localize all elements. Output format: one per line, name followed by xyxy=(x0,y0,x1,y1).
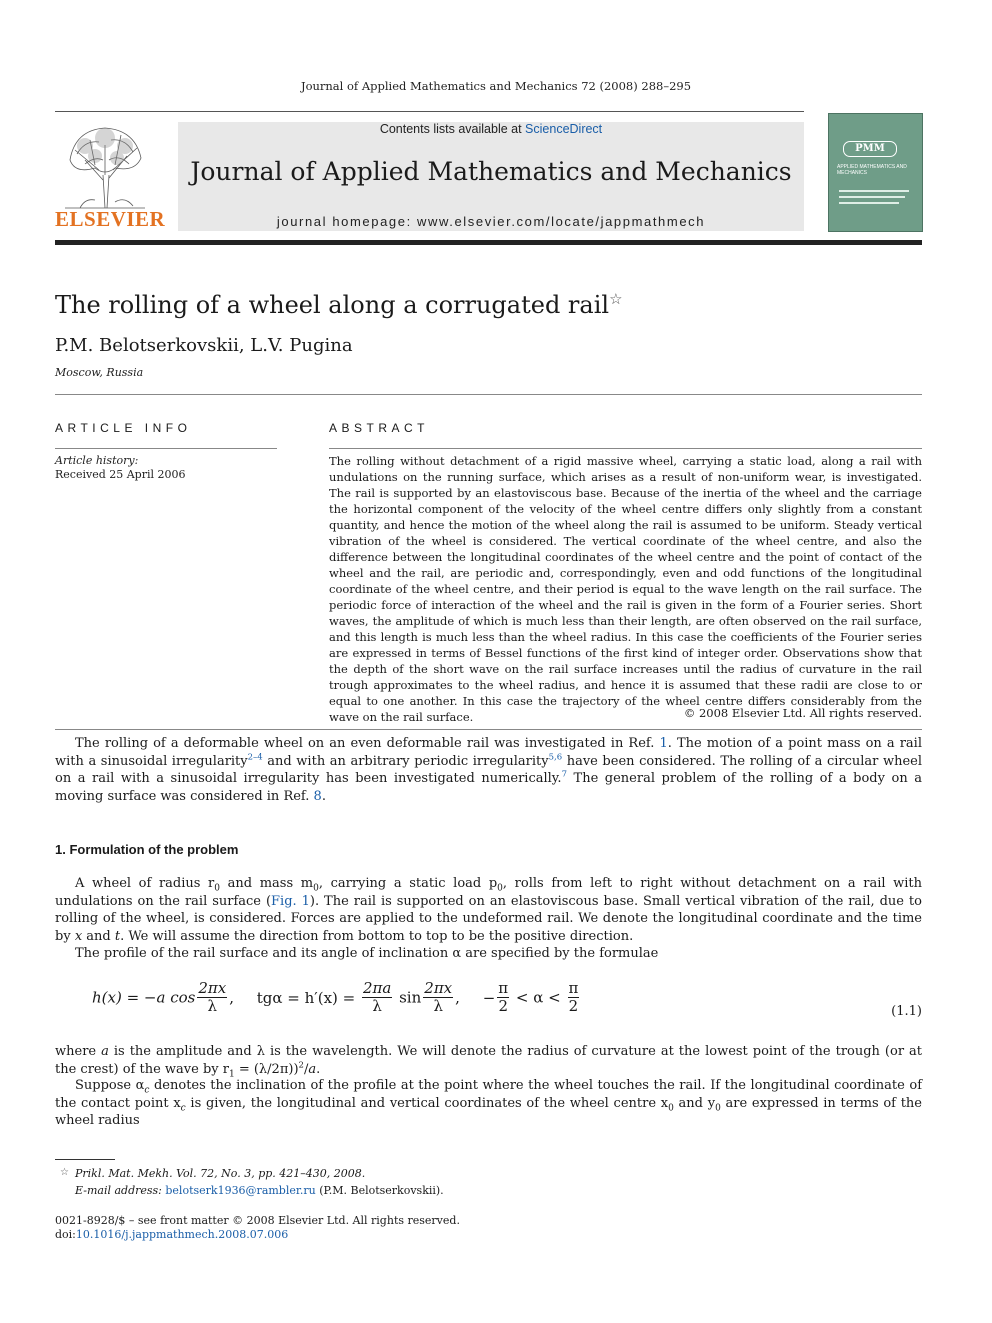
elsevier-wordmark: ELSEVIER xyxy=(55,207,166,231)
ref-link[interactable]: 2–4 xyxy=(247,752,263,763)
ref-link[interactable]: 7 xyxy=(561,769,567,780)
journal-banner xyxy=(178,122,804,231)
journal-homepage[interactable]: journal homepage: www.elsevier.com/locate/jappmathmech xyxy=(276,214,706,229)
cover-line xyxy=(839,190,909,192)
doi-link[interactable]: 10.1016/j.jappmathmech.2008.07.006 xyxy=(75,1228,289,1241)
journal-citation: Journal of Applied Mathematics and Mechanics 72 (2008) 288–295 xyxy=(300,79,692,93)
abstract-heading: ABSTRACT xyxy=(329,421,430,435)
footnote-rule xyxy=(55,1159,115,1160)
section1-paragraph-3: where a is the amplitude and λ is the wavelength. We will denote the radius of curvature at the lowest point of the trough (or at the crest) of the wave by $r_1 = (\lambda/2\pi))^2/a$. xyxy=(55,1044,923,1080)
footnote-email: E-mail address: belotserk1936@rambler.ru (P.M. Belotserkovskii). xyxy=(75,1184,444,1197)
footnote-citation: Prikl. Mat. Mekh. Vol. 72, No. 3, pp. 421–430, 2008. xyxy=(75,1167,366,1180)
front-matter: 0021-8928/$ – see front matter © 2008 Elsevier Ltd. All rights reserved. xyxy=(55,1214,460,1227)
ref-link[interactable]: 8 xyxy=(313,788,322,804)
abstract-rule xyxy=(329,448,922,449)
section1-paragraph-4: Suppose $\alpha_c$ denotes the inclination of the profile at the point where the wheel touches the rail. If the longitudinal coordinate of the contact point $x_c$ is given, the longitudinal and vertical coordinates of the wheel centre $x_0$ and $y_0$ are expressed in terms of the wheel radius xyxy=(55,1078,922,1128)
article-info-rule xyxy=(55,448,277,449)
sciencedirect-link[interactable]: ScienceDirect xyxy=(525,122,603,136)
cover-title: APPLIED MATHEMATICS AND MECHANICS xyxy=(837,164,907,176)
journal-cover-thumbnail[interactable] xyxy=(828,113,923,232)
received-date: Received 25 April 2006 xyxy=(55,468,186,481)
section1-paragraph-2: The profile of the rail surface and its angle of inclination α are specified by the formulae xyxy=(75,946,659,961)
equation-number: (1.1) xyxy=(891,1004,922,1019)
abstract-text: The rolling without detachment of a rigid massive wheel, carrying a static load, along a rail with undulations on the running surface, which arises as a result of non-uniform wear, is investigated. The rail is supported by an elastoviscous base. Because of the inertia of the wheel and the carriage the horizontal component of the velocity of the wheel centre differs only slightly from a constant quantity, and hence the motion of the wheel along the rail is assumed to be uniform. Steady vertical vibration of the wheel is considered. The vertical coordinate of the wheel centre, and also the difference between the longitudinal coordinates of the wheel centre and the point of contact of the wheel and the rail, are periodic and, correspondingly, even and odd functions of the longitudinal coordinate of the wheel centre, and their period is equal to the wave length on the rail surface. The periodic force of interaction of the wheel and the rail is given in the form of a Fourier series. Short waves, the amplitude of which is much less than their length, are often observed on the rail surface, and this length is much less than the wheel radius. In this case the coefficients of the Fourier series are expressed in terms of Bessel functions of the first kind of integer order. Observations show that the depth of the short wave on the rail surface increases until the radius of curvature in the rail trough approximates to the wheel radius, and hence it is assumed that these radii are close to or equal to one another. In this case the trajectory of the wheel centre differs considerably from the wave on the rail surface. xyxy=(329,454,922,724)
divider xyxy=(55,394,922,395)
figure-link[interactable]: Fig. 1 xyxy=(271,893,310,909)
article-info-heading: ARTICLE INFO xyxy=(55,421,192,435)
abstract-copyright: © 2008 Elsevier Ltd. All rights reserved. xyxy=(683,706,922,720)
ref-link[interactable]: 5,6 xyxy=(548,752,563,763)
header-thick-rule xyxy=(55,240,922,245)
cover-abbrev: PMM xyxy=(843,141,897,157)
contents-prefix: Contents lists available at xyxy=(379,122,526,136)
affiliation: Moscow, Russia xyxy=(55,366,144,379)
intro-paragraph: The rolling of a deformable wheel on an even deformable rail was investigated in Ref. 1. The motion of a point mass on a rail with a sinusoidal irregularity$^{2-4}$ and with an arbitrary periodic irregularity$^{5,6}$ have been considered. The rolling of a circular wheel on a rail with a sinusoidal irregularity has been investigated numerically.$^7$ The general problem of the rolling of a body on a moving surface was considered in Ref. 8. xyxy=(55,736,923,804)
cover-line xyxy=(839,202,899,204)
cover-line xyxy=(839,196,905,198)
article-title xyxy=(55,290,623,319)
equation-1-1: h(x) = −a cos $\frac{2\pi x}{\lambda}$ , tgα = h′(x) = $\frac{2\pi a}{\lambda}$ sin $\frac{2\pi x}{\lambda}$ , − $\frac{\pi}{2}$ < α < $\frac{\pi}{2}$ (1.1) xyxy=(92,979,922,1019)
email-link[interactable]: belotserk1936@rambler.ru xyxy=(165,1184,316,1197)
header-rule xyxy=(55,111,804,112)
history-label: Article history: xyxy=(55,454,139,467)
contents-line xyxy=(178,122,804,136)
section1-paragraph-1: A wheel of radius $r_0$ and mass $m_0$, carrying a static load $p_0$, rolls from left to right without detachment on a rail with undulations on the rail surface (Fig. 1). The rail is supported on an elastoviscous base. Small vertical vibration of the rail, due to rolling of the wheel, is considered. Forces are applied to the undeformed rail. We denote the longitudinal coordinate and the time by x and t. We will assume the direction from bottom to top to be the positive direction. xyxy=(55,876,923,944)
footnote-mark: ☆ xyxy=(60,1167,69,1178)
elsevier-logo[interactable] xyxy=(55,120,166,232)
title-footnote-mark[interactable]: ☆ xyxy=(609,290,623,308)
tree-icon xyxy=(55,120,155,210)
divider xyxy=(55,729,922,730)
section-heading: 1. Formulation of the problem xyxy=(55,842,239,857)
journal-title: Journal of Applied Mathematics and Mechanics xyxy=(190,157,792,186)
ref-link[interactable]: 1 xyxy=(659,736,668,751)
article-title-text: The rolling of a wheel along a corrugated rail xyxy=(55,291,610,319)
doi-line: doi:10.1016/j.jappmathmech.2008.07.006 xyxy=(55,1228,289,1241)
authors: P.M. Belotserkovskii, L.V. Pugina xyxy=(55,335,353,356)
